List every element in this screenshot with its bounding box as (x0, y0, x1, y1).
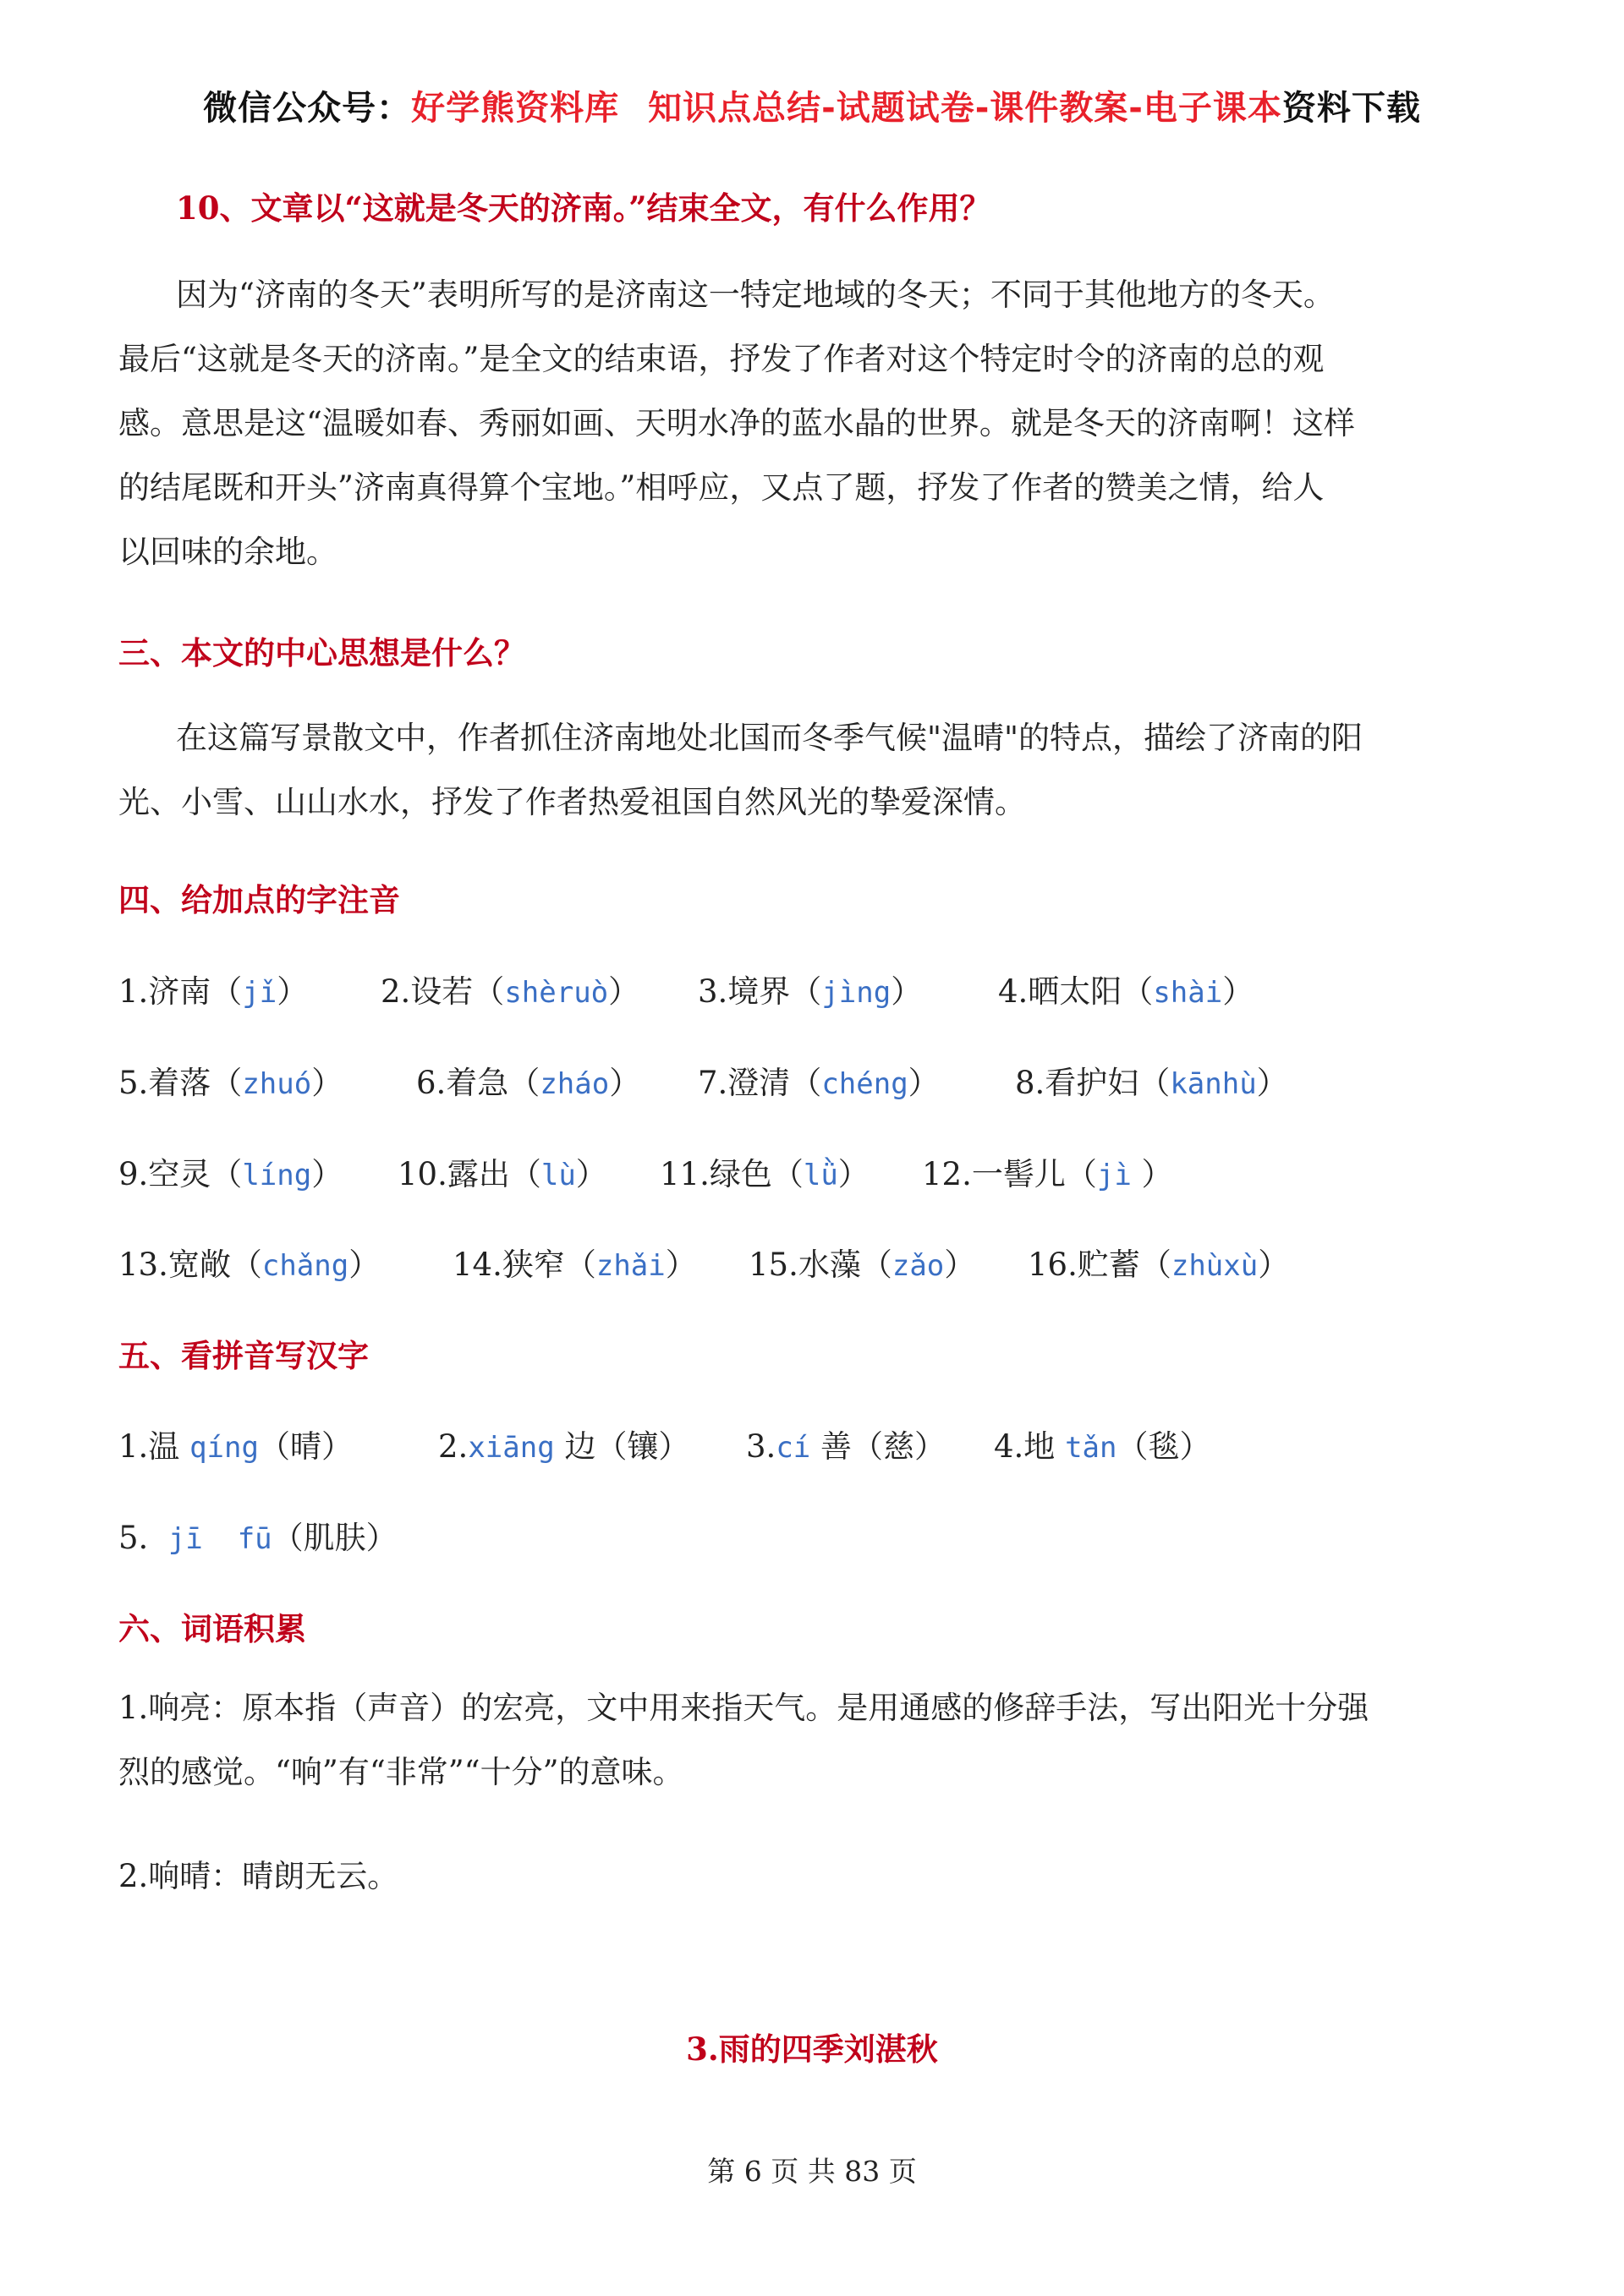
pinyin-item: 6.着急（zháo） (416, 1065, 641, 1101)
pinyin-item: 11.绿色（lǜ） (660, 1156, 870, 1192)
section-6-heading: 六、词语积累 (118, 1610, 306, 1647)
pinyin-item: 16.贮蓄（zhùxù） (1028, 1247, 1290, 1283)
answer-line: 的结尾既和开头”济南真得算个宝地。”相呼应，又点了题，抒发了作者的赞美之情，给人 (118, 469, 1325, 506)
section-3-heading: 三、本文的中心思想是什么？ (118, 634, 525, 671)
pinyin-item: 10.露出（lù） (398, 1156, 607, 1192)
section-5-heading: 五、看拼音写汉字 (118, 1337, 369, 1374)
banner-prefix: 微信公众号： (203, 89, 412, 128)
pinyin-answer: jì (1096, 1159, 1132, 1192)
answer-line: 在这篇写景散文中，作者抓住济南地处北国而冬季气候"温晴"的特点，描绘了济南的阳 (176, 720, 1363, 756)
hanzi-item: 1.温 qíng（晴） (118, 1428, 353, 1465)
answer-line: 最后“这就是冬天的济南。”是全文的结束语，抒发了作者对这个特定时令的济南的总的观 (118, 341, 1325, 377)
pinyin-prompt: tǎn (1065, 1431, 1117, 1465)
hanzi-item: 4.地 tǎn（毯） (994, 1428, 1211, 1465)
pinyin-answer: zǎo (892, 1249, 945, 1283)
pinyin-item: 14.狭窄（zhǎi） (453, 1247, 697, 1283)
pinyin-answer: kānhù (1170, 1067, 1257, 1101)
pinyin-answer: shài (1153, 976, 1223, 1010)
answer-line: 光、小雪、山山水水，抒发了作者热爱祖国自然风光的挚爱深情。 (118, 784, 1026, 820)
pinyin-answer: jìng (821, 976, 892, 1010)
pinyin-answer: chéng (821, 1067, 908, 1101)
banner-suffix: 资料下载 (1281, 89, 1421, 128)
banner-account-name: 好学熊资料库 (411, 89, 620, 128)
hanzi-item: 3.cí 善（慈） (746, 1428, 946, 1465)
vocab-line: 烈的感觉。“响”有“非常”“十分”的意味。 (118, 1754, 684, 1790)
pinyin-item: 5.着落（zhuó） (118, 1065, 343, 1101)
pinyin-item: 8.看护妇（kānhù） (1015, 1065, 1288, 1101)
answer-line: 以回味的余地。 (118, 534, 337, 570)
pinyin-answer: zhuó (242, 1067, 312, 1101)
pinyin-answer: lù (540, 1159, 576, 1192)
section-4-heading: 四、给加点的字注音 (118, 881, 400, 918)
pinyin-answer: shèruò (504, 976, 609, 1010)
pinyin-prompt: xiāng (468, 1431, 555, 1465)
pinyin-answer: líng (242, 1159, 312, 1192)
hanzi-item: 5. jī fū（肌肤） (118, 1520, 398, 1556)
pinyin-answer: jǐ (242, 976, 277, 1010)
question-10-heading: 10、文章以“这就是冬天的济南。”结束全文，有什么作用？ (176, 189, 991, 227)
pinyin-prompt: cí (776, 1431, 811, 1465)
next-lesson-title: 3.雨的四季刘湛秋 (686, 2030, 938, 2068)
section-3-answer (118, 706, 1514, 835)
pinyin-prompt: jī fū (167, 1522, 272, 1556)
banner-middle: 知识点总结-试题试卷-课件教案-电子课本 (648, 89, 1282, 128)
pinyin-item: 12.一髻儿（jì ） (922, 1156, 1173, 1192)
pinyin-item: 1.济南（jǐ） (118, 973, 309, 1010)
page-number-footer: 第 6 页 共 83 页 (707, 2155, 917, 2188)
header-banner (0, 81, 1624, 129)
question-10-answer (118, 263, 1514, 584)
vocab-item-1 (118, 1676, 1514, 1805)
pinyin-answer: lǜ (803, 1159, 838, 1192)
answer-line: 因为“济南的冬天”表明所写的是济南这一特定地域的冬天；不同于其他地方的冬天。 (176, 277, 1335, 313)
pinyin-item: 13.宽敞（chǎng） (118, 1247, 381, 1283)
vocab-item-2: 2.响晴：晴朗无云。 (118, 1858, 399, 1894)
answer-line: 感。意思是这“温暖如春、秀丽如画、天明水净的蓝水晶的世界。就是冬天的济南啊！这样 (118, 405, 1355, 441)
pinyin-answer: zháo (540, 1067, 610, 1101)
hanzi-item: 2.xiāng 边（镶） (438, 1428, 690, 1465)
pinyin-prompt: qíng (189, 1431, 259, 1465)
pinyin-item: 9.空灵（líng） (118, 1156, 343, 1192)
vocab-line: 1.响亮：原本指（声音）的宏亮，文中用来指天气。是用通感的修辞手法，写出阳光十分强 (118, 1690, 1369, 1726)
pinyin-answer: zhùxù (1171, 1249, 1259, 1283)
pinyin-item: 7.澄清（chéng） (698, 1065, 940, 1101)
pinyin-item: 3.境界（jìng） (698, 973, 923, 1010)
pinyin-item: 15.水藻（zǎo） (749, 1247, 976, 1283)
pinyin-item: 4.晒太阳（shài） (998, 973, 1254, 1010)
pinyin-answer: chǎng (261, 1249, 349, 1283)
pinyin-answer: zhǎi (595, 1249, 666, 1283)
pinyin-item: 2.设若（shèruò） (381, 973, 640, 1010)
